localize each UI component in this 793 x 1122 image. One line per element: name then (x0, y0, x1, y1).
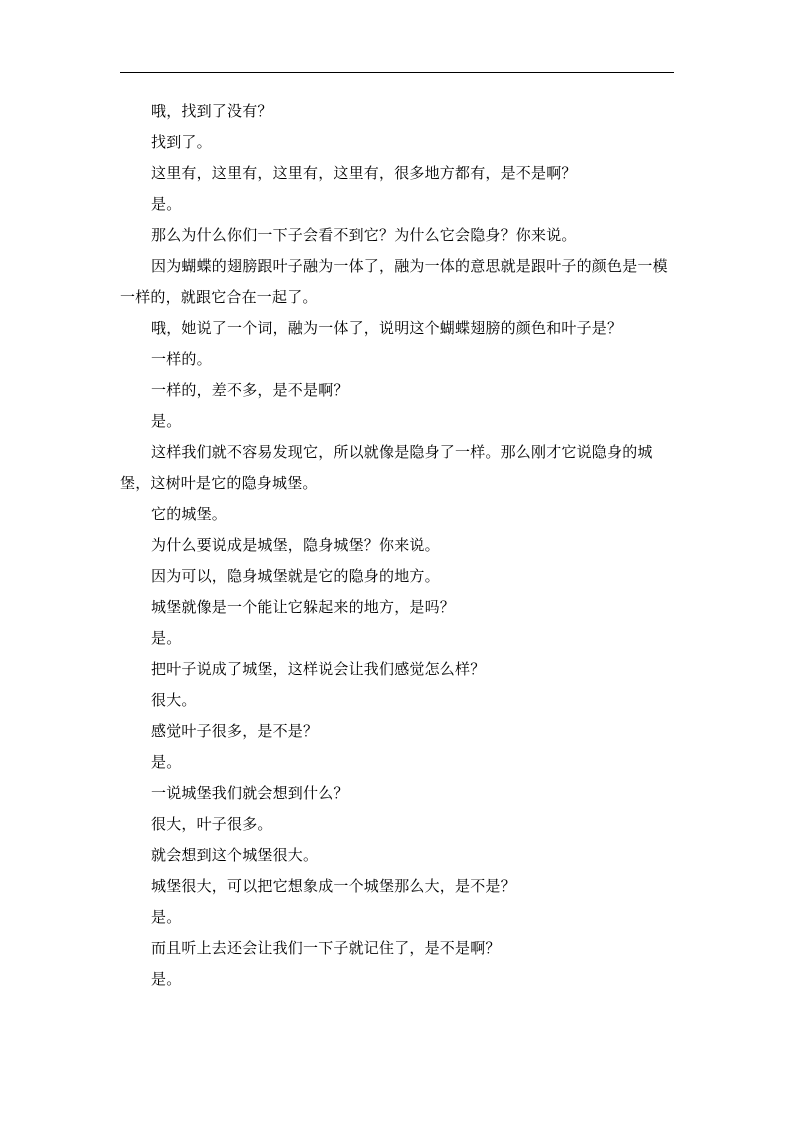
paragraph: 是。 (151, 195, 182, 213)
paragraph: 是。 (151, 753, 182, 771)
paragraph: 是。 (151, 908, 182, 926)
paragraph: 因为蝴蝶的翅膀跟叶子融为一体了，融为一体的意思就是跟叶子的颜色是一模一样的，就跟它合在一起了。 (120, 257, 668, 306)
paragraph: 是。 (151, 412, 182, 430)
paragraph: 感觉叶子很多，是不是？ (151, 722, 319, 740)
paragraph: 一样的。 (151, 350, 212, 368)
document-body (120, 96, 674, 995)
paragraph: 很大。 (151, 691, 197, 709)
paragraph: 它的城堡。 (151, 505, 228, 523)
paragraph: 为什么要说成是城堡，隐身城堡？你来说。 (151, 536, 440, 554)
paragraph: 一样的，差不多，是不是啊？ (151, 381, 349, 399)
paragraph: 是。 (151, 629, 182, 647)
paragraph: 因为可以，隐身城堡就是它的隐身的地方。 (151, 567, 440, 585)
paragraph: 是。 (151, 970, 182, 988)
paragraph: 把叶子说成了城堡，这样说会让我们感觉怎么样？ (151, 660, 486, 678)
paragraph: 哦，她说了一个词，融为一体了，说明这个蝴蝶翅膀的颜色和叶子是？ (151, 319, 623, 337)
paragraph: 哦，找到了没有？ (151, 102, 273, 120)
paragraph: 就会想到这个城堡很大。 (151, 846, 319, 864)
paragraph: 城堡就像是一个能让它躲起来的地方，是吗？ (151, 598, 456, 616)
paragraph: 很大，叶子很多。 (151, 815, 273, 833)
paragraph: 一说城堡我们就会想到什么？ (151, 784, 349, 802)
paragraph: 而且听上去还会让我们一下子就记住了，是不是啊？ (151, 939, 501, 957)
header-rule (120, 72, 674, 73)
paragraph: 这样我们就不容易发现它，所以就像是隐身了一样。那么刚才它说隐身的城堡，这树叶是它的隐身城堡。 (120, 443, 653, 492)
paragraph: 那么为什么你们一下子会看不到它？为什么它会隐身？你来说。 (151, 226, 577, 244)
paragraph: 找到了。 (151, 133, 212, 151)
paragraph: 这里有，这里有，这里有，这里有，很多地方都有，是不是啊？ (151, 164, 577, 182)
paragraph: 城堡很大，可以把它想象成一个城堡那么大，是不是？ (151, 877, 516, 895)
